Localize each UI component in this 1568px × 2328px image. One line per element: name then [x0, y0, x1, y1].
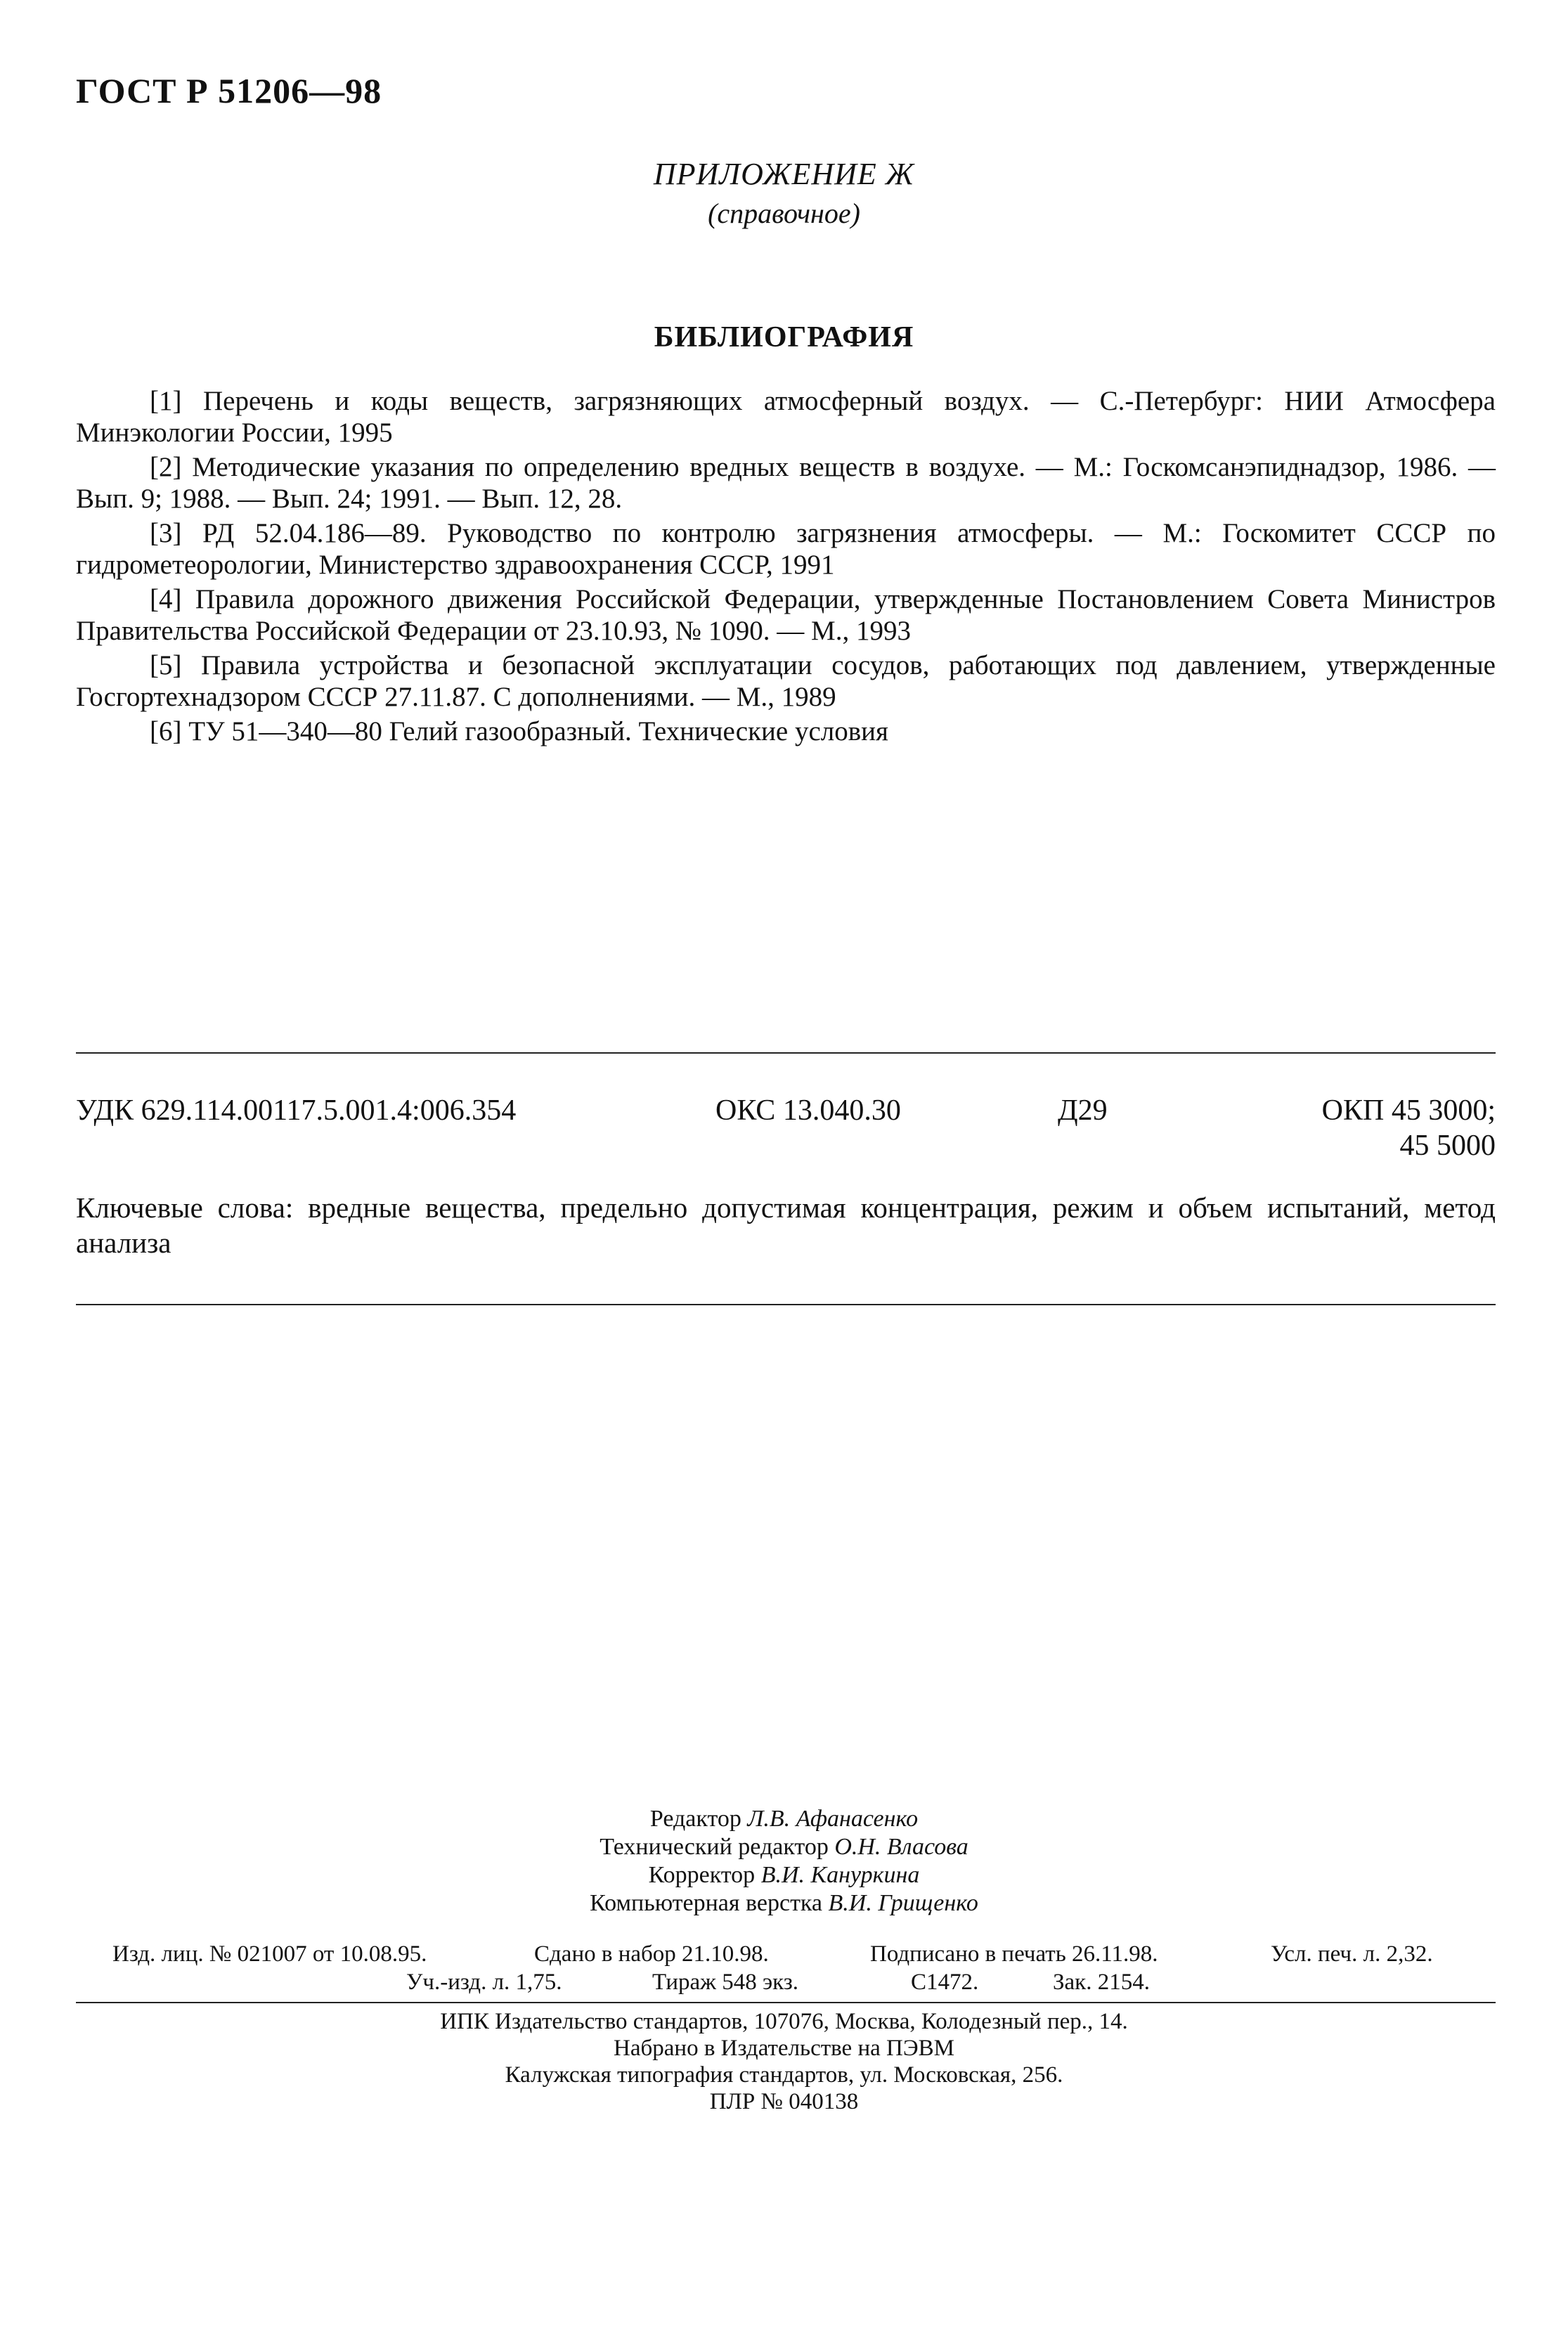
publisher-line-3: Калужская типография стандартов, ул. Московская, 256.	[505, 2062, 1063, 2088]
imprint-pub-sheets: Уч.-изд. л. 1,75.	[406, 1970, 562, 1995]
okp-code	[1278, 1093, 1496, 1163]
bibliography-list	[76, 385, 1496, 750]
imprint-typeset: Сдано в набор 21.10.98.	[534, 1941, 769, 1967]
proofreader-name: В.И. Кануркина	[760, 1862, 920, 1888]
bibliography-item-3: [3] РД 52.04.186—89. Руководство по контролю загрязнения атмосферы. — М.: Госкомитет СССР по гидрометеорологии, Министерство здравоохранения СССР, 1991	[76, 518, 1496, 580]
imprint-order: Зак. 2154.	[1053, 1970, 1150, 1995]
keywords: Ключевые слова: вредные вещества, предельно допустимая концентрация, режим и объем испытаний, метод анализа	[76, 1191, 1496, 1259]
bibliography-item-2: [2] Методические указания по определению вредных веществ в воздухе. — М.: Госкомсанэпиднадзор, 1986. — Вып. 9; 1988. — Вып. 24; 1991. — Вып. 12, 28.	[76, 452, 1496, 514]
okp-code-line2: 45 5000	[1399, 1130, 1496, 1162]
divider-keywords	[76, 1304, 1496, 1305]
standard-number: ГОСТ Р 51206—98	[76, 71, 382, 110]
udk-code: УДК 629.114.00117.5.001.4:006.354	[76, 1094, 517, 1127]
bibliography-title: БИБЛИОГРАФИЯ	[654, 321, 914, 354]
appendix-title: ПРИЛОЖЕНИЕ Ж	[653, 157, 915, 191]
appendix-subtitle: (справочное)	[708, 198, 860, 229]
bibliography-item-6: [6] ТУ 51—340—80 Гелий газообразный. Технические условия	[150, 716, 888, 746]
divider-top	[76, 1052, 1496, 1054]
editorial-staff	[0, 1805, 1568, 1918]
okp-code-line1: ОКП 45 3000;	[1321, 1094, 1496, 1127]
imprint-print-sheets: Усл. печ. л. 2,32.	[1271, 1941, 1433, 1967]
imprint-circulation: Тираж 548 экз.	[652, 1970, 798, 1995]
bibliography-item-5: [5] Правила устройства и безопасной эксплуатации сосудов, работающих под давлением, утвержденные Госгортехнадзором СССР 27.11.87. С дополнениями. — М., 1989	[76, 650, 1496, 712]
divider-bottom	[76, 2002, 1496, 2003]
editor-line	[0, 1805, 1568, 1833]
editor-label: Редактор	[649, 1806, 741, 1832]
publisher-info	[0, 2008, 1568, 2115]
oks-code: ОКС 13.040.30	[715, 1094, 901, 1127]
proofreader-line	[0, 1861, 1568, 1889]
bibliography-item-1: [1] Перечень и коды веществ, загрязняющих атмосферный воздух. — С.-Петербург: НИИ Атмосфера Минэкологии России, 1995	[76, 386, 1496, 448]
publisher-line-4: ПЛР № 040138	[709, 2089, 859, 2114]
imprint-code: С1472.	[911, 1970, 979, 1995]
layout-line	[0, 1889, 1568, 1918]
tech-editor-label: Технический редактор	[600, 1834, 829, 1860]
bibliography-item-4: [4] Правила дорожного движения Российской Федерации, утвержденные Постановлением Совета Министров Правительства Российской Федерации от 23.10.93, № 1090. — М., 1993	[76, 584, 1496, 646]
layout-name: В.И. Грищенко	[828, 1890, 978, 1916]
layout-label: Компьютерная верстка	[590, 1890, 823, 1916]
tech-editor-name: О.Н. Власова	[834, 1834, 968, 1860]
publisher-line-2: Набрано в Издательстве на ПЭВМ	[614, 2036, 954, 2061]
imprint-signed: Подписано в печать 26.11.98.	[870, 1941, 1158, 1967]
publisher-line-1: ИПК Издательство стандартов, 107076, Москва, Колодезный пер., 14.	[440, 2009, 1128, 2034]
d-code: Д29	[1058, 1094, 1108, 1127]
proofreader-label: Корректор	[648, 1862, 756, 1888]
tech-editor-line	[0, 1833, 1568, 1861]
imprint-license: Изд. лиц. № 021007 от 10.08.95.	[112, 1941, 427, 1967]
editor-name: Л.В. Афанасенко	[747, 1806, 919, 1832]
